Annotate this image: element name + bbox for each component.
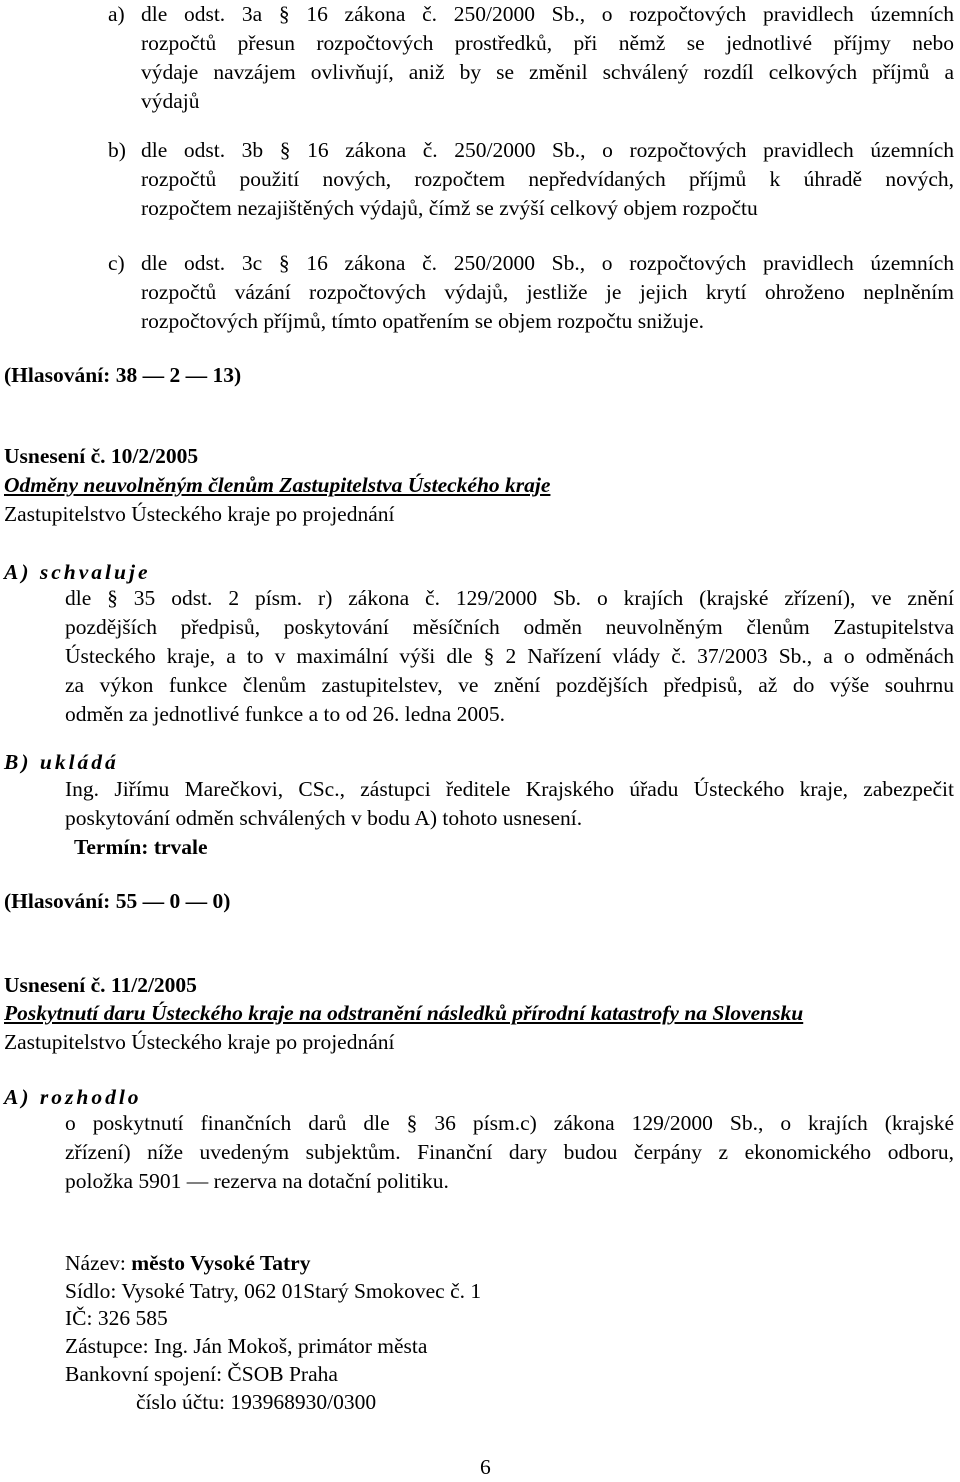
res10-a-line: pozdějších předpisů, poskytování měsíčních odměn neuvolněným členům Zastupitelstva [65,615,954,639]
res10-b-line: poskytování odměn schválených v bodu A) tohoto usnesení. [65,806,583,830]
res10-b-text [65,775,954,833]
item-a-line: výdaje navzájem ovlivňují, aniž by se změnil schválený rozdíl celkových příjmů a [141,60,954,84]
item-a-ref: dle odst. 3a § 16 zákona č. 250/2000 Sb. [141,2,580,26]
res10-b-label: B) ukládá [4,750,119,774]
res10-term: Termín: trvale [74,835,208,859]
item-c-ref: dle odst. 3c § 16 zákona č. 250/2000 Sb. [141,251,580,275]
recipient-account: číslo účtu: 193968930/0300 [136,1390,377,1414]
res11-a-text [65,1109,954,1196]
item-c-text [141,249,954,336]
recipient-ic: IČ: 326 585 [65,1306,168,1330]
res10-b-line: Ing. Jiřímu Marečkovi, CSc., zástupci ředitele Krajského úřadu Ústeckého kraje, zabezpečit [65,777,954,801]
res10-a-label: A) schvaluje [4,560,151,584]
res10-a-line: za výkon funkce členům zastupitelstev, ve znění pozdějších předpisů, až do výše souhrnu [65,673,954,697]
res11-intro: Zastupitelstvo Ústeckého kraje po projednání [4,1030,395,1054]
item-a-label: a) [108,2,125,26]
item-a-line: rozpočtů přesun rozpočtových prostředků, při němž se jednotlivé příjmy nebo [141,31,954,55]
item-c-line: , o rozpočtových pravidlech územních [579,251,954,275]
res10-a-line: dle § 35 odst. 2 písm. r) zákona č. 129/2000 Sb. o krajích (krajské zřízení), ve znění [65,586,954,610]
recipient-name-value: město Vysoké Tatry [131,1251,311,1275]
recipient-rep: Zástupce: Ing. Ján Mokoš, primátor města [65,1334,428,1358]
recipient-name [65,1249,310,1278]
item-b-ref: dle odst. 3b § 16 zákona č. 250/2000 Sb. [141,138,581,162]
item-a-text [141,0,954,116]
res11-a-label: A) rozhodlo [4,1085,142,1109]
res10-intro: Zastupitelstvo Ústeckého kraje po projednání [4,502,395,526]
vote-1: (Hlasování: 38 — 2 — 13) [4,363,242,387]
res10-title: Odměny neuvolněným členům Zastupitelstva Ústeckého kraje [4,473,551,497]
item-b-line: rozpočtů použití nových, rozpočtem nepředvídaných příjmů k úhradě nových, [141,167,954,191]
item-b-line: rozpočtem nezajištěných výdajů, čímž se zvýší celkový objem rozpočtu [141,196,758,220]
res11-number: Usnesení č. 11/2/2005 [4,973,197,997]
item-c-line: rozpočtů vázání rozpočtových výdajů, jestliže je jejich krytí ohroženo neplněním [141,280,954,304]
res10-number: Usnesení č. 10/2/2005 [4,444,199,468]
item-c-label: c) [108,251,125,275]
recipient-seat: Sídlo: Vysoké Tatry, 062 01Starý Smokovec č. 1 [65,1279,482,1303]
res10-vote: (Hlasování: 55 — 0 — 0) [4,889,231,913]
page-number: 6 [480,1455,491,1479]
res11-a-line: o poskytnutí finančních darů dle § 36 písm.c) zákona 129/2000 Sb., o krajích (krajské [65,1111,954,1135]
res11-title: Poskytnutí daru Ústeckého kraje na odstranění následků přírodní katastrofy na Slovensku [4,1001,804,1025]
item-a-line: , o rozpočtových pravidlech územních [579,2,954,26]
item-b-text [141,136,954,223]
item-b-line: , o rozpočtových pravidlech územních [580,138,954,162]
res10-a-text [65,584,954,729]
item-c-line: rozpočtových příjmů, tímto opatřením se objem rozpočtu snižuje. [141,309,705,333]
res11-a-line: zřízení) níže uvedeným subjektům. Finanční dary budou čerpány z ekonomického odboru, [65,1140,954,1164]
item-b-label: b) [108,138,126,162]
res11-a-line: položka 5901 — rezerva na dotační politiku. [65,1169,449,1193]
res10-a-line: Ústeckého kraje, a to v maximální výši dle § 2 Nařízení vlády č. 37/2003 Sb., a o odměnách [65,644,954,668]
item-a-line: výdajů [141,89,200,113]
recipient-bank: Bankovní spojení: ČSOB Praha [65,1362,338,1386]
recipient-name-label: Název: [65,1251,126,1275]
res10-a-line: odměn za jednotlivé funkce a to od 26. ledna 2005. [65,702,506,726]
